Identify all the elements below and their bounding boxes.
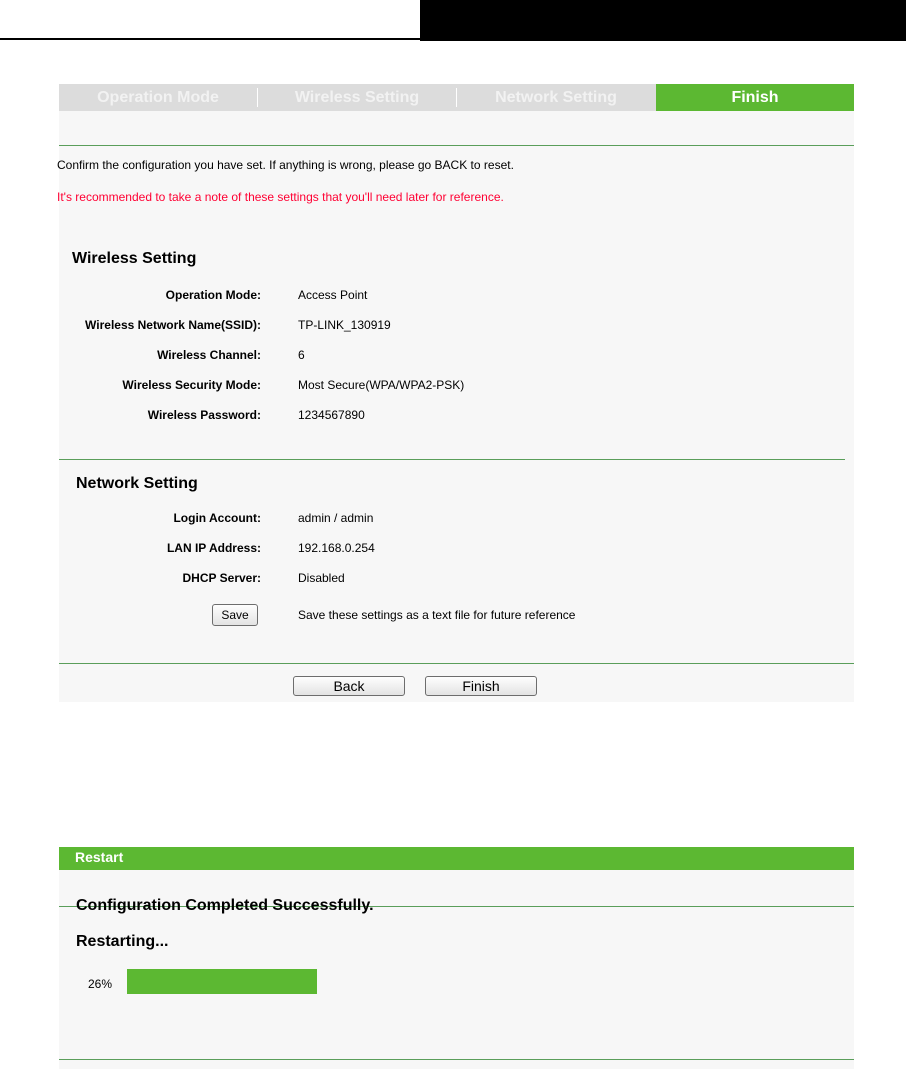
step-wireless-setting: Wireless Setting (294, 89, 420, 106)
value-wireless-channel: 6 (298, 348, 305, 362)
restart-title: Restart (75, 849, 124, 865)
network-section-title: Network Setting (76, 475, 198, 492)
divider (59, 663, 854, 664)
confirm-text: Confirm the configuration you have set. If anything is wrong, please go BACK to reset. (57, 158, 514, 172)
value-operation-mode: Access Point (298, 288, 368, 302)
divider (59, 459, 845, 460)
restart-progress-bar (127, 969, 317, 994)
divider (59, 1059, 854, 1060)
label-operation-mode: Operation Mode: (165, 288, 261, 302)
step-network-setting: Network Setting (495, 89, 617, 106)
value-dhcp-server: Disabled (298, 571, 345, 585)
restart-progress-fill (127, 969, 317, 994)
save-hint: Save these settings as a text file for future reference (298, 608, 576, 622)
label-wireless-channel: Wireless Channel: (157, 348, 261, 362)
divider (59, 145, 854, 146)
label-security-mode: Wireless Security Mode: (122, 378, 261, 392)
restart-panel (59, 847, 854, 1069)
recommend-text: It's recommended to take a note of these settings that you'll need later for reference. (57, 190, 504, 204)
finish-button[interactable]: Finish (425, 676, 537, 696)
label-dhcp-server: DHCP Server: (182, 571, 261, 585)
value-security-mode: Most Secure(WPA/WPA2-PSK) (298, 378, 465, 392)
value-lan-ip: 192.168.0.254 (298, 541, 375, 555)
label-lan-ip: LAN IP Address: (166, 541, 261, 555)
restarting-message: Restarting... (76, 933, 169, 950)
back-button[interactable]: Back (293, 676, 405, 696)
progress-percent-label: 26% (88, 977, 113, 991)
value-wireless-password: 1234567890 (298, 408, 365, 422)
value-login-account: admin / admin (298, 511, 374, 525)
wizard-steps (59, 84, 854, 111)
value-ssid: TP-LINK_130919 (298, 318, 391, 332)
step-operation-mode: Operation Mode (97, 89, 219, 106)
label-login-account: Login Account: (173, 511, 261, 525)
wireless-section-title: Wireless Setting (72, 250, 197, 267)
header-block (420, 0, 906, 41)
completed-message: Configuration Completed Successfully. (76, 897, 374, 914)
header-rule (0, 38, 420, 40)
step-finish: Finish (656, 84, 854, 111)
save-button[interactable]: Save (212, 604, 258, 626)
label-wireless-password: Wireless Password: (147, 408, 261, 422)
label-ssid: Wireless Network Name(SSID): (85, 318, 261, 332)
restart-header (59, 847, 854, 870)
